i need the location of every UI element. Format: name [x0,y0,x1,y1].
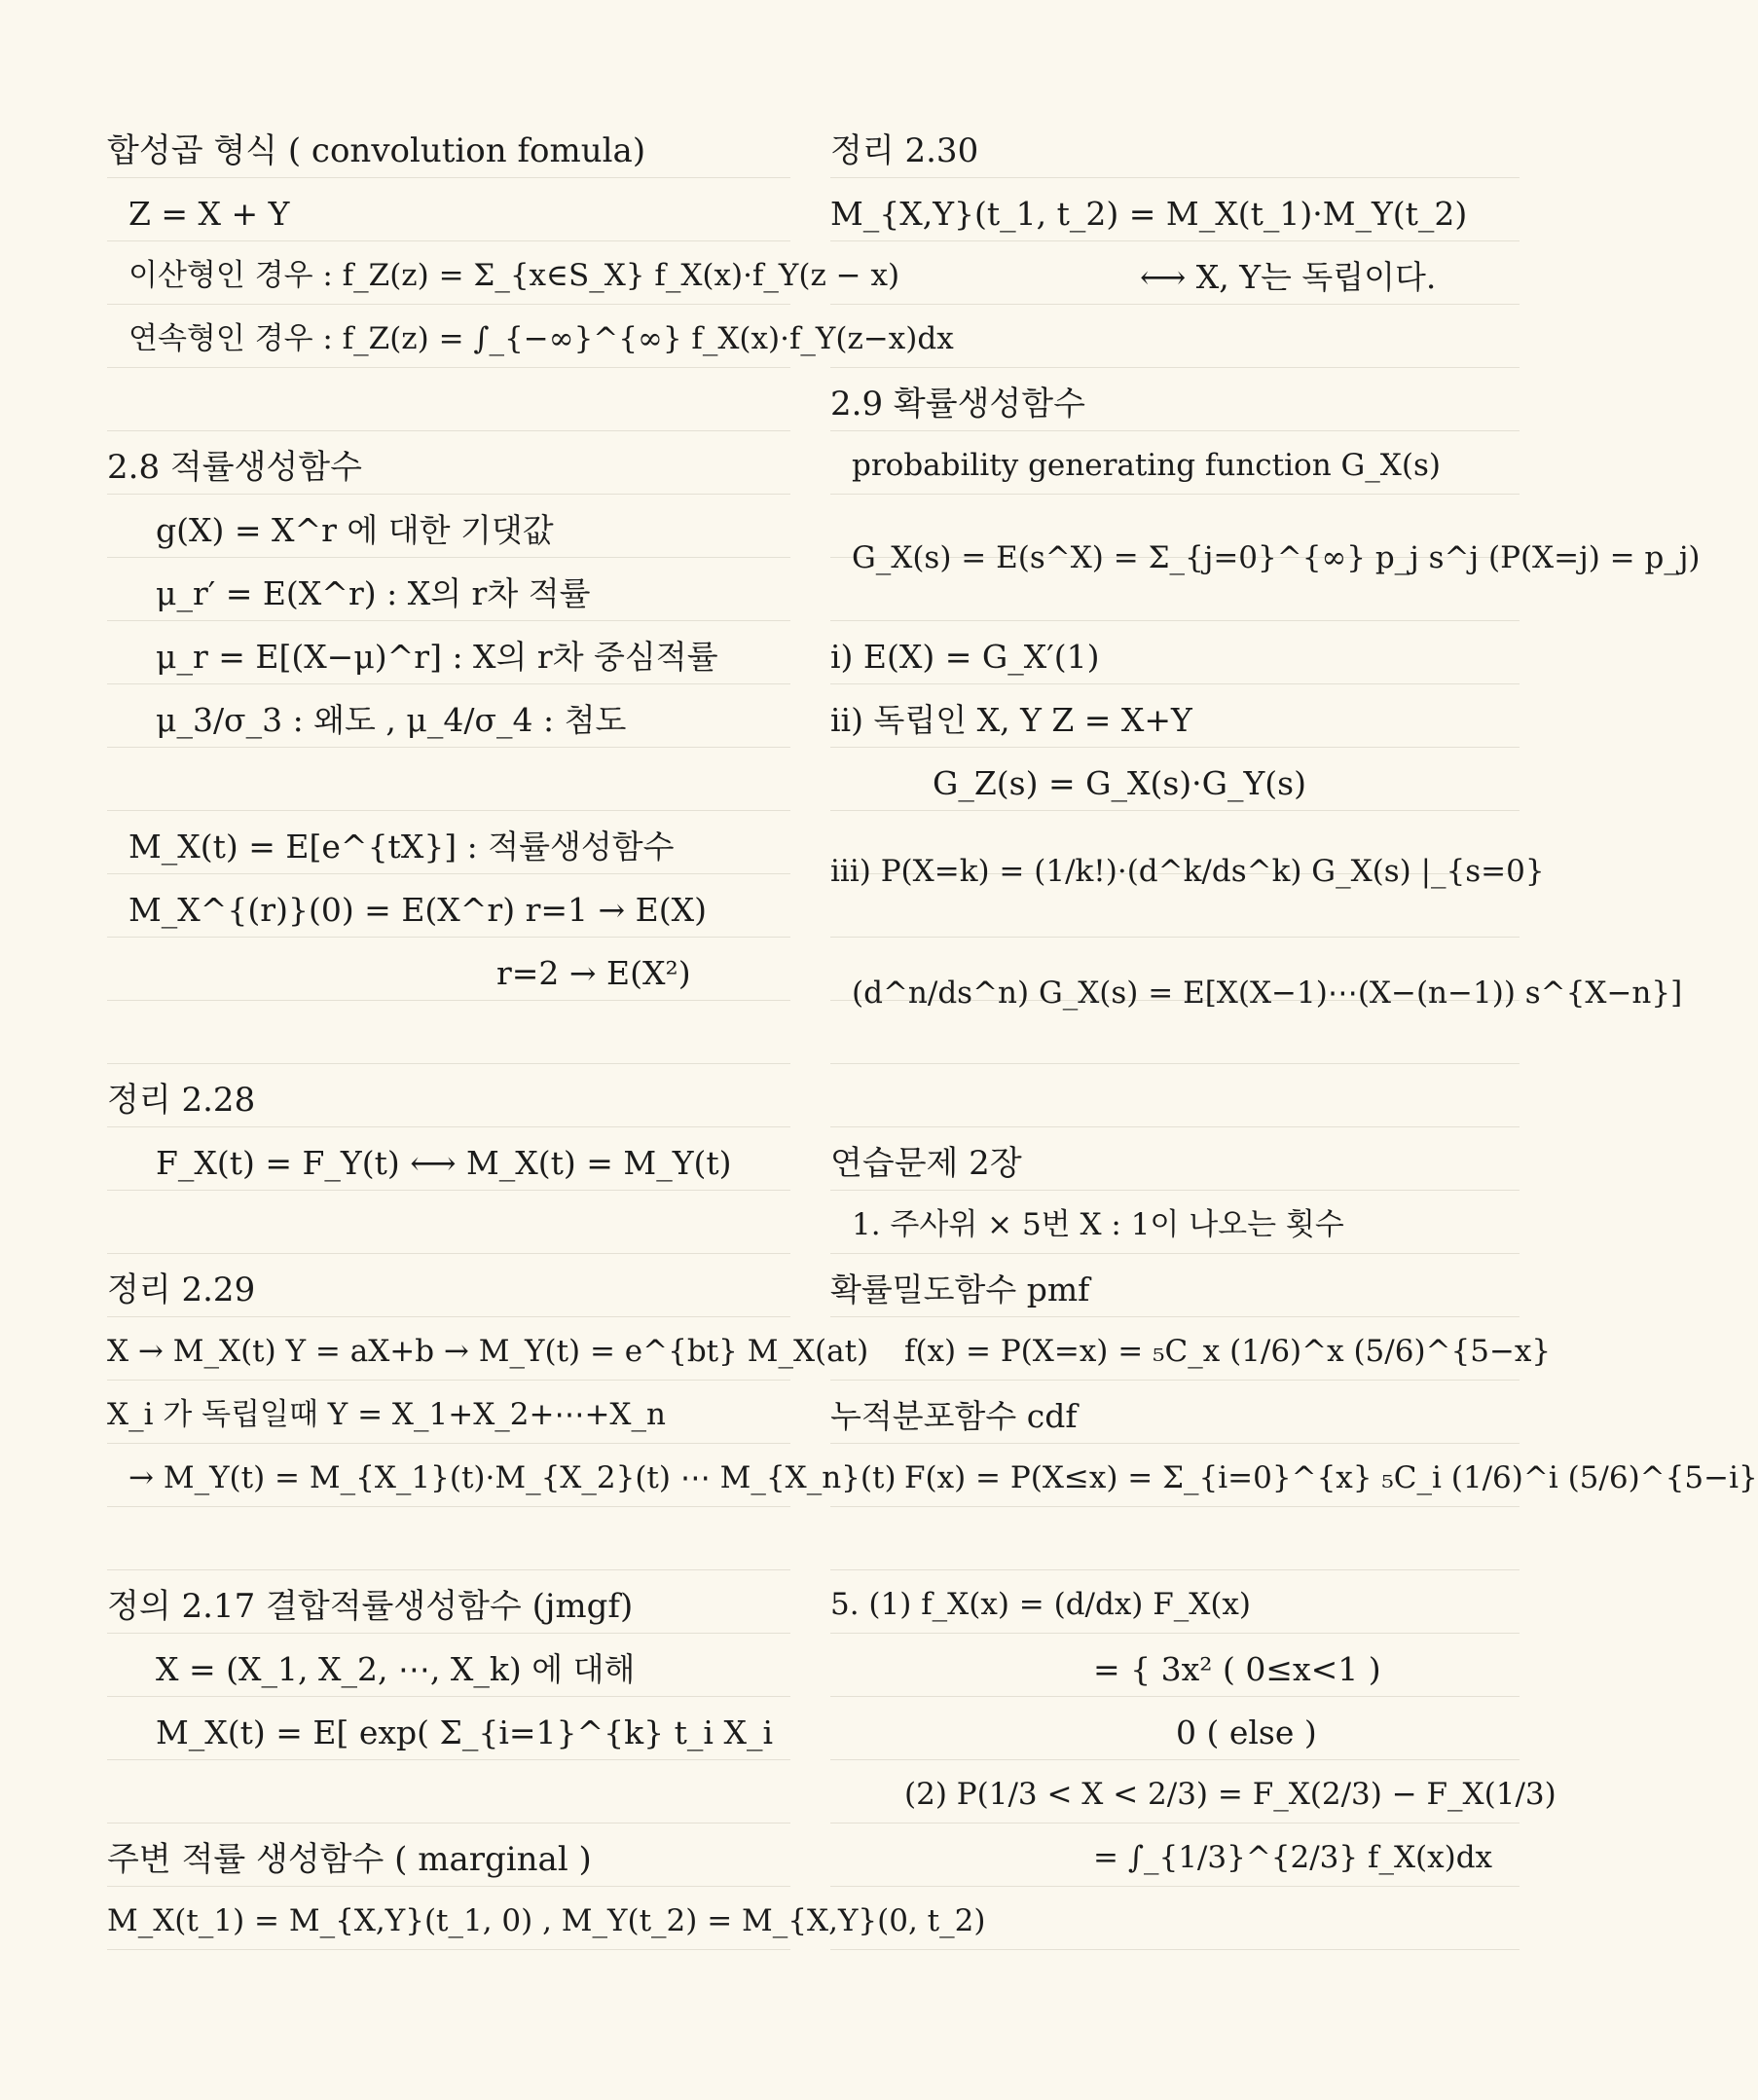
note-line: ⟷ X, Y는 독립이다. [1140,258,1437,296]
note-line: X → M_X(t) Y = aX+b → M_Y(t) = e^{bt} M_X(at) [107,1334,869,1369]
note-line: 확률밀도함수 pmf [830,1271,1090,1308]
note-line: iii) P(X=k) = (1/k!)·(d^k/ds^k) G_X(s) |_{s=0} [830,854,1545,889]
right-column [830,0,1758,2100]
theorem-2-30-heading: 정리 2.30 [830,131,979,170]
note-line: 5. (1) f_X(x) = (d/dx) F_X(x) [830,1587,1252,1622]
note-line: M_X^{(r)}(0) = E(X^r) r=1 → E(X) [128,891,707,929]
note-line: μ_r′ = E(X^r) : X의 r차 적률 [156,574,591,612]
note-line: probability generating function G_X(s) [852,448,1441,483]
note-line: i) E(X) = G_X′(1) [830,638,1100,676]
theorem-2-28-heading: 정리 2.28 [107,1081,256,1120]
note-line: g(X) = X^r 에 대한 기댓값 [156,511,554,549]
note-line: F(x) = P(X≤x) = Σ_{i=0}^{x} ₅C_i (1/6)^i (5/6)^{5−i} [904,1460,1758,1495]
note-line: M_X(t) = E[e^{tX}] : 적률생성함수 [128,828,675,866]
note-line: (d^n/ds^n) G_X(s) = E[X(X−1)⋯(X−(n−1)) s^{X−n}] [852,976,1683,1011]
note-line: 0 ( else ) [1176,1713,1317,1751]
note-line: r=2 → E(X²) [496,954,691,992]
note-line: X = (X_1, X_2, ⋯, X_k) 에 대해 [156,1650,636,1688]
pgf-heading: 2.9 확률생성함수 [830,385,1085,424]
note-line: f(x) = P(X=x) = ₅C_x (1/6)^x (5/6)^{5−x} [904,1334,1552,1369]
definition-2-17-heading: 정의 2.17 결합적률생성함수 (jmgf) [107,1587,634,1626]
note-line: Z = X + Y [128,195,290,233]
convolution-heading: 합성곱 형식 ( convolution fomula) [107,131,646,170]
note-line: G_X(s) = E(s^X) = Σ_{j=0}^{∞} p_j s^j (P(X=j) = p_j) [852,540,1701,575]
note-line: F_X(t) = F_Y(t) ⟷ M_X(t) = M_Y(t) [156,1144,732,1182]
note-line: X_i 가 독립일때 Y = X_1+X_2+⋯+X_n [107,1397,666,1432]
note-line: 1. 주사위 × 5번 X : 1이 나오는 횟수 [852,1207,1344,1242]
note-line: ii) 독립인 X, Y Z = X+Y [830,701,1192,739]
mgf-heading: 2.8 적률생성함수 [107,448,362,487]
note-line: 누적분포함수 cdf [830,1397,1078,1435]
marginal-heading: 주변 적률 생성함수 ( marginal ) [107,1840,592,1879]
theorem-2-29-heading: 정리 2.29 [107,1271,256,1309]
note-line: → M_Y(t) = M_{X_1}(t)·M_{X_2}(t) ⋯ M_{X_n}(t) [128,1460,897,1495]
note-line: = { 3x² ( 0≤x<1 ) [1093,1650,1381,1688]
note-line: μ_r = E[(X−μ)^r] : X의 r차 중심적률 [156,638,718,676]
note-line: = ∫_{1/3}^{2/3} f_X(x)dx [1093,1840,1493,1875]
note-line: μ_3/σ_3 : 왜도 , μ_4/σ_4 : 첨도 [156,701,627,739]
note-line: M_{X,Y}(t_1, t_2) = M_X(t_1)·M_Y(t_2) [830,195,1468,233]
exercise-heading: 연습문제 2장 [830,1144,1022,1183]
note-line: (2) P(1/3 < X < 2/3) = F_X(2/3) − F_X(1/3) [904,1777,1557,1812]
note-line: M_X(t_1) = M_{X,Y}(t_1, 0) , M_Y(t_2) = M_{X,Y}(0, t_2) [107,1903,986,1938]
note-line: G_Z(s) = G_X(s)·G_Y(s) [933,764,1306,802]
note-line: M_X(t) = E[ exp( Σ_{i=1}^{k} t_i X_i [156,1713,774,1751]
note-line: 연속형인 경우 : f_Z(z) = ∫_{−∞}^{∞} f_X(x)·f_Y(z−x)dx [128,321,954,356]
note-line: 이산형인 경우 : f_Z(z) = Σ_{x∈S_X} f_X(x)·f_Y(z − x) [128,258,900,293]
